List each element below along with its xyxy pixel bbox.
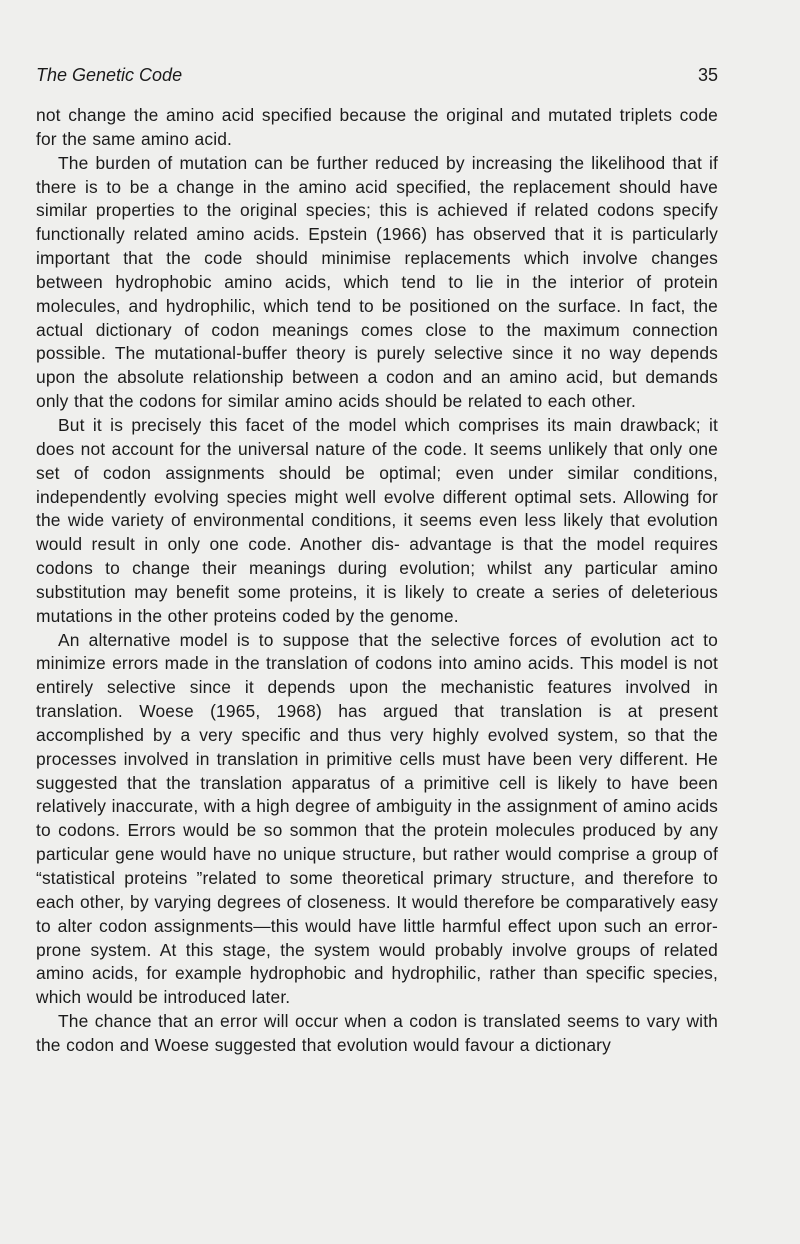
paragraph-error-chance: The chance that an error will occur when a codon is translated seems to vary with the codon and Woese suggested that evolution would favour a dictionary — [36, 1011, 718, 1055]
running-title: The Genetic Code — [36, 65, 183, 85]
paragraph-mutation-burden: The burden of mutation can be further reduced by increasing the likelihood that if there is to be a change in the amino acid specified, the replacement should have similar properties to the original species; this is achieved if related codons specify functionally related amino acids. Epstein (1966) has observed that it is particularly important that the code should minimise replacements which involve changes between hydrophobic amino acids, which tend to lie in the interior of protein molecules, and hydrophilic, which tend to be positioned on the surface. In fact, the actual dictionary of codon meanings comes close to the maximum connection possible. The mutational-buffer theory is purely selective since it no way depends upon the absolute relationship between a codon and an amino acid, but demands only that the codons for similar amino acids should be related to each other. — [36, 152, 718, 412]
paragraph-continued: not change the amino acid specified because the original and mutated triplets code for the same amino acid. — [36, 105, 718, 149]
paragraph-alternative-model: An alternative model is to suppose that the selective forces of evolution act to minimize errors made in the translation of codons into amino acids. This model is not entirely selective since it depends upon the mechanistic features involved in translation. Woese (1965, 1968) has argued that translation is at present accomplished by a very specific and thus very highly evolved system, so that the processes involved in translation in primitive cells must have been very different. He suggested that the translation apparatus of a primitive cell is likely to have been relatively inaccurate, with a high degree of ambiguity in the assignment of amino acids to codons. Errors would be so sommon that the protein molecules produced by any particular gene would have no unique structure, but rather would comprise a group of “statistical proteins ”related to some theoretical primary structure, and therefore to each other, by varying degrees of closeness. It would therefore be comparatively easy to alter codon assignments—this would have little harmful effect upon such an error-prone system. At this stage, the system would probably involve groups of related amino acids, for example hydrophobic and hydrophilic, rather than specific species, which would be introduced later. — [36, 629, 718, 1008]
paragraph-model-drawback: But it is precisely this facet of the model which comprises its main drawback; it does not account for the universal nature of the code. It seems unlikely that only one set of codon assignments should be optimal; even under similar conditions, independently evolving species might well evolve different optimal sets. Allowing for the wide variety of environmental conditions, it seems even less likely that evolution would result in only one code. Another dis- advantage is that the model requires codons to change their meanings during evolution; whilst any particular amino substitution may benefit some proteins, it is likely to create a series of deleterious mutations in the other proteins coded by the genome. — [36, 414, 718, 626]
body-text — [36, 104, 718, 1058]
running-head — [36, 62, 718, 88]
page-number: 35 — [697, 65, 718, 85]
